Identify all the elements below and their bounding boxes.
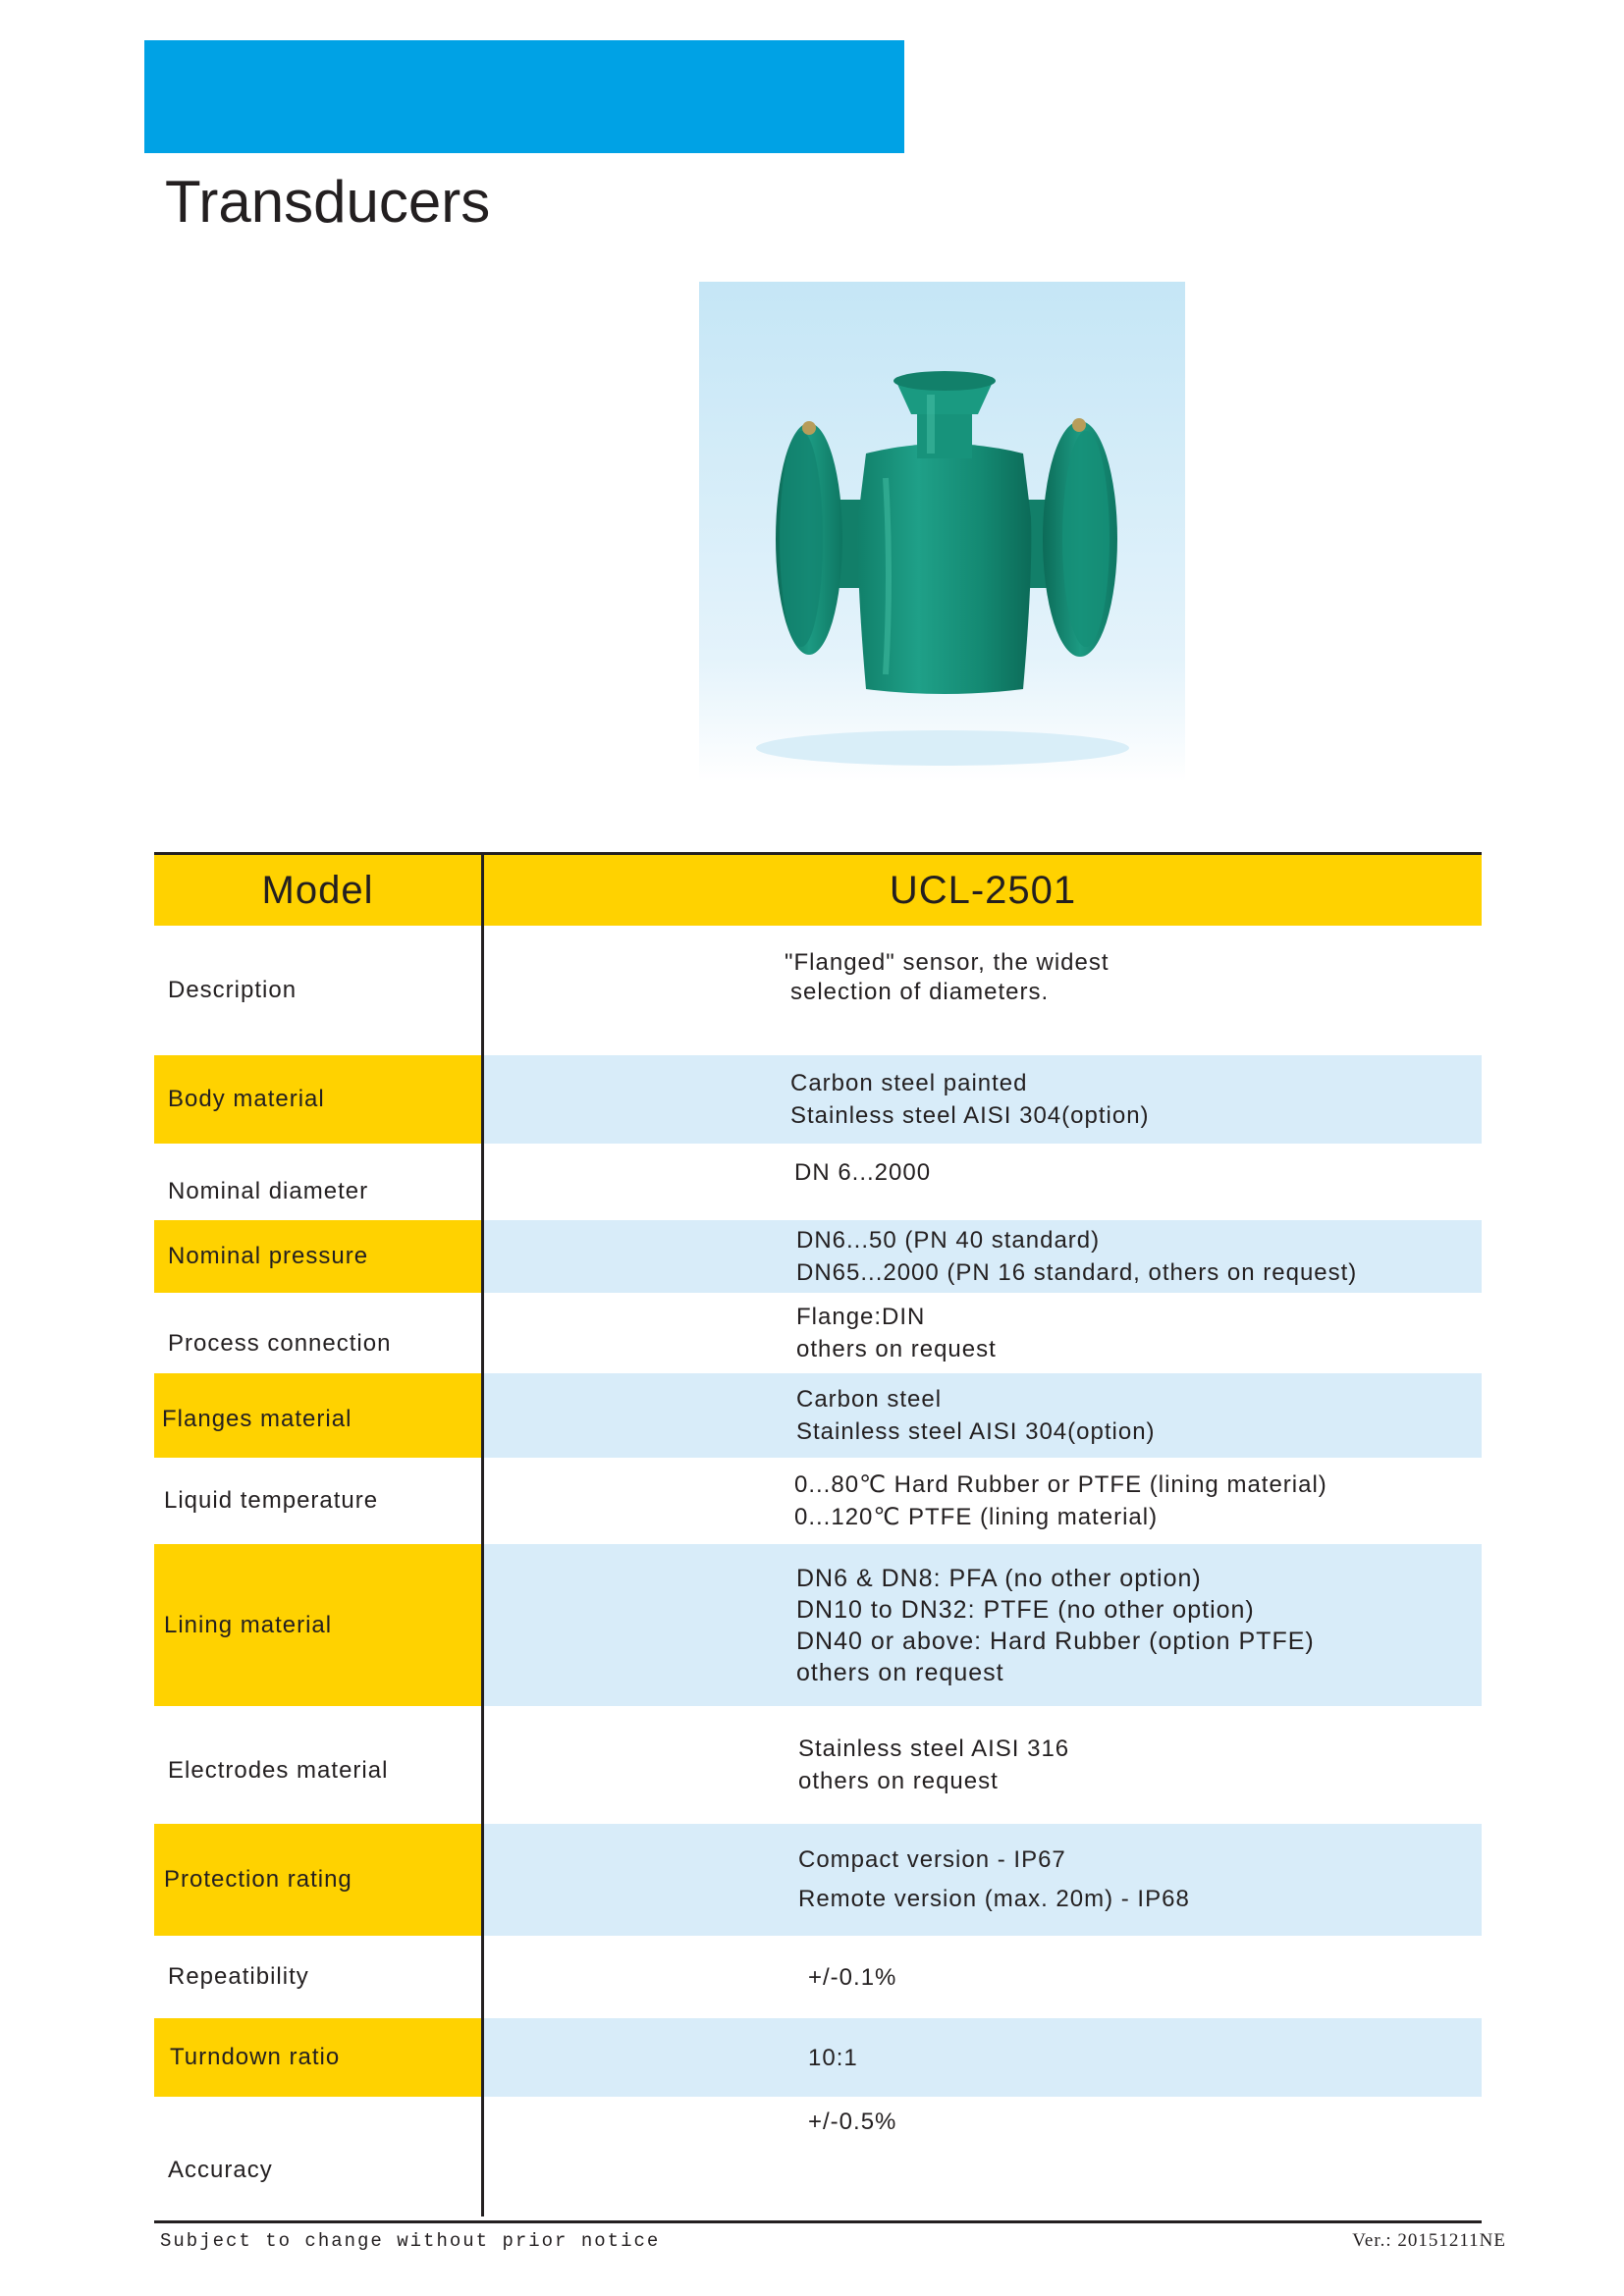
row-value <box>484 1055 1482 1144</box>
table-row-body-material <box>154 1055 1482 1144</box>
table-column-divider <box>481 852 484 2216</box>
row-value <box>484 1293 1482 1373</box>
table-row-turndown-ratio <box>154 2018 1482 2097</box>
row-label: Accuracy <box>168 2157 273 2183</box>
product-photo <box>699 282 1185 782</box>
row-value-line: selection of diameters. <box>790 979 1050 1005</box>
row-value-line: DN6...50 (PN 40 standard) <box>796 1227 1101 1254</box>
row-value-line: DN65...2000 (PN 16 standard, others on request) <box>796 1259 1358 1286</box>
row-label: Flanges material <box>154 1373 481 1458</box>
row-value-line: DN40 or above: Hard Rubber (option PTFE) <box>796 1627 1315 1655</box>
row-value-line: Stainless steel AISI 316 <box>798 1735 1070 1762</box>
row-value <box>484 1373 1482 1458</box>
row-label: Repeatibility <box>168 1963 309 1990</box>
row-value <box>484 926 1482 1055</box>
row-value <box>484 1144 1482 1220</box>
row-value-line: "Flanged" sensor, the widest <box>785 949 1110 976</box>
table-header-row <box>154 855 1482 926</box>
row-value <box>484 1458 1482 1544</box>
header-banner <box>144 40 904 153</box>
row-value-line: Stainless steel AISI 304(option) <box>796 1418 1156 1445</box>
footer-version: Ver.: 20151211NE <box>1352 2230 1506 2251</box>
row-label: Turndown ratio <box>154 2018 481 2097</box>
footer-note: Subject to change without prior notice <box>160 2230 661 2252</box>
table-row-description <box>154 926 1482 1055</box>
table-row-repeatibility <box>154 1936 1482 2018</box>
table-row-accuracy <box>154 2097 1482 2216</box>
row-label: Protection rating <box>154 1824 481 1936</box>
row-value-line: 0...80℃ Hard Rubber or PTFE (lining material) <box>794 1471 1327 1498</box>
row-value <box>484 2018 1482 2097</box>
header-model-value: UCL-2501 <box>484 855 1482 926</box>
row-label: Electrodes material <box>168 1757 389 1784</box>
row-label: Nominal diameter <box>168 1178 369 1204</box>
row-value <box>484 2097 1482 2216</box>
row-value-line: Carbon steel <box>796 1386 943 1413</box>
row-value <box>484 1936 1482 2018</box>
table-row-lining-material <box>154 1544 1482 1706</box>
table-row-nominal-diameter <box>154 1144 1482 1220</box>
row-value-line: DN 6...2000 <box>794 1158 932 1186</box>
row-value-line: +/-0.1% <box>808 1963 897 1991</box>
row-value-line: others on request <box>796 1658 1004 1686</box>
row-value-line: Flange:DIN <box>796 1304 926 1330</box>
row-value-line: Remote version (max. 20m) - IP68 <box>798 1886 1190 1912</box>
row-label: Nominal pressure <box>154 1220 481 1293</box>
row-value-line: others on request <box>798 1768 999 1794</box>
header-model-label: Model <box>154 855 481 926</box>
row-value-line: Carbon steel painted <box>790 1070 1028 1096</box>
row-label: Liquid temperature <box>164 1487 379 1514</box>
row-label: Process connection <box>168 1330 392 1357</box>
table-row-liquid-temperature <box>154 1458 1482 1544</box>
row-value <box>484 1824 1482 1936</box>
row-value-line: 0...120℃ PTFE (lining material) <box>794 1504 1159 1530</box>
flanged-sensor-icon <box>699 282 1185 782</box>
table-top-rule <box>154 852 1482 855</box>
row-label: Body material <box>154 1055 481 1144</box>
row-label: Lining material <box>154 1544 481 1706</box>
spec-table <box>154 852 1482 2216</box>
table-row-flanges-material <box>154 1373 1482 1458</box>
footer-rule <box>154 2220 1482 2223</box>
table-row-process-connection <box>154 1293 1482 1373</box>
table-row-electrodes-material <box>154 1706 1482 1824</box>
row-value-line: others on request <box>796 1336 997 1362</box>
row-value-line: DN10 to DN32: PTFE (no other option) <box>796 1595 1255 1624</box>
row-label: Description <box>168 977 298 1003</box>
row-value-line: Compact version - IP67 <box>798 1846 1066 1873</box>
table-row-nominal-pressure <box>154 1220 1482 1293</box>
row-value-line: DN6 & DN8: PFA (no other option) <box>796 1564 1202 1592</box>
row-value-line: Stainless steel AISI 304(option) <box>790 1102 1150 1129</box>
row-value <box>484 1220 1482 1293</box>
row-value-line: +/-0.5% <box>808 2108 897 2135</box>
table-row-protection-rating <box>154 1824 1482 1936</box>
row-value-line: 10:1 <box>808 2044 858 2071</box>
page-title: Transducers <box>165 169 491 235</box>
row-value <box>484 1544 1482 1706</box>
row-value <box>484 1706 1482 1824</box>
